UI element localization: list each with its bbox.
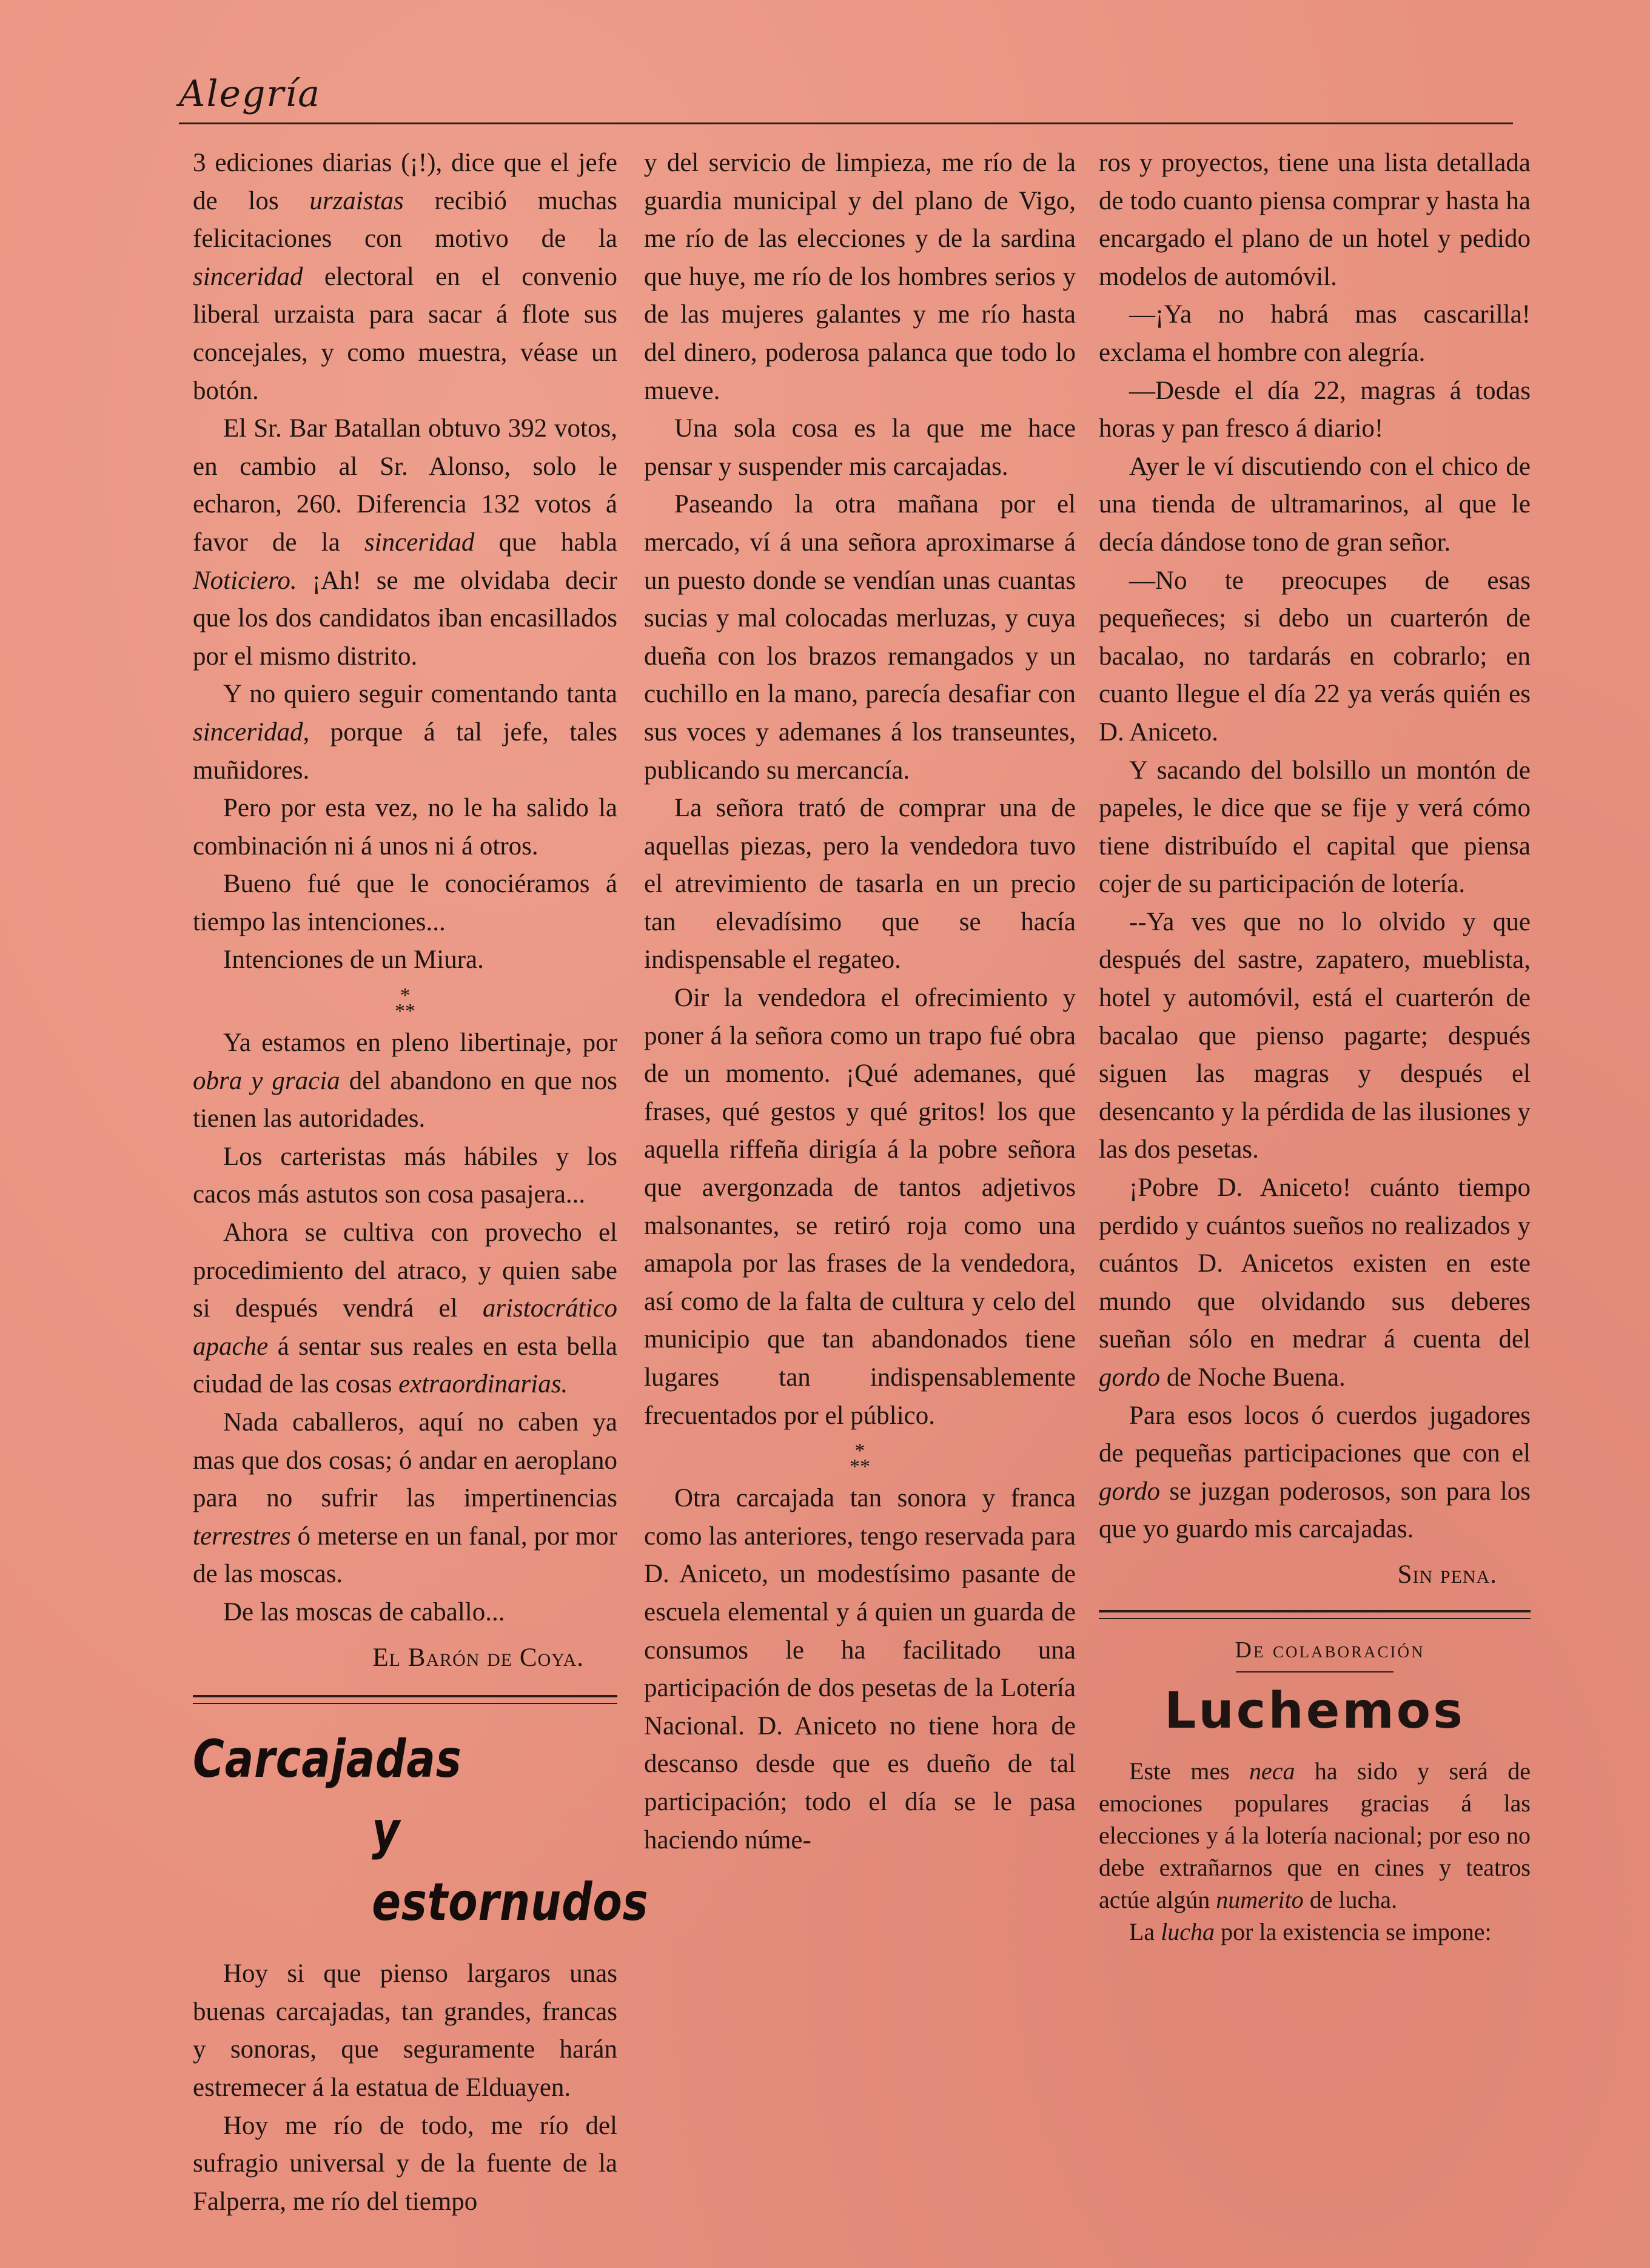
paragraph: Hoy me río de todo, me río del sufragio universal y de la fuente de la Falperra, me río del tiempo bbox=[193, 2111, 617, 2216]
paragraph: Pero por esta vez, no le ha salido la combinación ni á unos ni á otros. bbox=[193, 794, 617, 861]
article-signature: Sin pena. bbox=[1397, 1560, 1497, 1589]
paragraph: Los carteristas más hábiles y los cacos más astutos son cosa pasajera... bbox=[193, 1142, 617, 1209]
paragraph: La señora trató de comprar una de aquellas piezas, pero la vendedora tuvo el atrevimiento de tasarla en un precio tan elevadísimo que se hacía indispensable el regateo. bbox=[644, 794, 1076, 975]
paragraph: Otra carcajada tan sonora y franca como las anteriores, tengo reservada para D. Aniceto, un modestísimo pasante de escuela elemental y á quien un guarda de consumos le ha facilitado una participación de dos pesetas de la Lotería Nacional. D. Aniceto no tiene hora de descanso desde que es dueño de tal participación; todo el día se le pasa haciendo núme- bbox=[644, 1484, 1076, 1854]
paragraph: —¡Ya no habrá mas cascarilla! exclama el hombre con alegría. bbox=[1099, 300, 1531, 367]
column-1 bbox=[193, 144, 649, 2221]
paragraph: Para esos locos ó cuerdos jugadores de pequeñas participaciones que con el gordo se juzgan poderosos, son para los que yo guardo mis carcajadas. bbox=[1099, 1401, 1531, 1544]
article-headline: Luchemos bbox=[1164, 1682, 1465, 1740]
paragraph: El Sr. Bar Batallan obtuvo 392 votos, en cambio al Sr. Alonso, solo le echaron, 260. Diferencia 132 votos á favor de la sinceridad que habla Noticiero. ¡Ah! se me olvidaba decir que los dos candidatos iban encasillados por el mismo distrito. bbox=[193, 414, 618, 671]
column-2 bbox=[644, 144, 1076, 1859]
paragraph: Intenciones de un Miura. bbox=[223, 945, 484, 975]
paragraph: --Ya ves que no lo olvido y que después del sastre, zapatero, mueblista, hotel y automóvil, está el cuarterón de bacalao que pienso pagarte; después siguen las magras y después el desencanto y la pérdida de las ilusiones y las dos pesetas. bbox=[1099, 907, 1531, 1164]
paragraph: Y no quiero seguir comentando tanta sinceridad, porque á tal jefe, tales muñidores. bbox=[193, 680, 617, 785]
masthead-title: Alegría bbox=[179, 73, 321, 115]
paragraph: Ayer le ví discutiendo con el chico de una tienda de ultramarinos, al que le decía dándose tono de gran señor. bbox=[1099, 452, 1531, 557]
paragraph: Nada caballeros, aquí no caben ya mas que dos cosas; ó andar en aeroplano para no sufrir las impertinencias terrestres ó meterse en un fanal, por mor de las moscas. bbox=[193, 1408, 617, 1589]
paragraph: Este mes neca ha sido y será de emociones populares gracias á las elecciones y á la lotería nacional; por eso no debe extrañarnos que en cines y teatros actúe algún numerito de lucha. bbox=[1099, 1757, 1531, 1914]
paragraph: Oir la vendedora el ofrecimiento y poner á la señora como un trapo fué obra de un momento. ¡Qué ademanes, qué frases, qué gestos y qué gritos! los que aquella riffeña dirigía á la pobre señora que avergonzada de tantos adjetivos malsonantes, se retiró roja como una amapola por las frases de la vendedora, así como de la falta de cultura y celo del municipio que tan abandonados tiene lugares tan indispensablemente frecuentados por el público. bbox=[644, 984, 1076, 1430]
section-label: De colaboración bbox=[1235, 1637, 1425, 1663]
section-label-rule bbox=[1236, 1671, 1393, 1672]
paragraph: Bueno fué que le conociéramos á tiempo las intenciones... bbox=[193, 870, 617, 936]
paragraph: De las moscas de caballo... bbox=[223, 1597, 505, 1626]
article-divider bbox=[193, 1695, 617, 1704]
paragraph: Paseando la otra mañana por el mercado, ví á una señora aproximarse á un puesto donde se vendían unas cuantas sucias y mal colocadas merluzas, y cuya dueña con los brazos remangados y un cuchillo en la mano, parecía desafiar con sus voces y ademanes á los transeuntes, publicando su mercancía. bbox=[644, 490, 1076, 785]
headline-line-2: y estornudos bbox=[372, 1800, 649, 1933]
masthead-rule bbox=[179, 122, 1513, 124]
article-divider bbox=[1099, 1610, 1531, 1619]
column-3 bbox=[1099, 144, 1531, 1948]
paragraph: Ya estamos en pleno libertinaje, por obra y gracia del abandono en que nos tienen las autoridades. bbox=[193, 1028, 617, 1133]
section-separator-stars: * ** bbox=[850, 1440, 870, 1478]
paragraph: ros y proyectos, tiene una lista detallada de todo cuanto piensa comprar y hasta ha encargado el plano de un hotel y pedido modelos de automóvil. bbox=[1099, 149, 1531, 291]
headline-line-1: Carcajadas bbox=[193, 1729, 462, 1790]
paragraph: ¡Pobre D. Aniceto! cuánto tiempo perdido y cuántos sueños no realizados y cuántos D. Anicetos existen en este mundo que olvidando sus deberes sueñan sólo en medrar á cuenta del gordo de Noche Buena. bbox=[1099, 1173, 1531, 1392]
paragraph: —No te preocupes de esas pequeñeces; si debo un cuarterón de bacalao, no tardarás en cobrarlo; en cuanto llegue el día 22 ya verás quién es D. Aniceto. bbox=[1099, 566, 1531, 746]
paragraph: Una sola cosa es la que me hace pensar y suspender mis carcajadas. bbox=[644, 414, 1076, 481]
masthead bbox=[179, 73, 1513, 115]
article-body bbox=[1099, 1755, 1531, 1948]
paragraph: Hoy si que pienso largaros unas buenas carcajadas, tan grandes, francas y sonoras, que seguramente harán estremecer á la estatua de Elduayen. bbox=[193, 1959, 617, 2102]
paragraph: 3 ediciones diarias (¡!), dice que el jefe de los urzaistas recibió muchas felicitaciones con motivo de la sinceridad electoral en el convenio liberal urzaista para sacar á flote sus concejales, y como muestra, véase un botón. bbox=[193, 149, 617, 405]
article-signature: El Barón de Coya. bbox=[372, 1643, 584, 1672]
paragraph: y del servicio de limpieza, me río de la guardia municipal y del plano de Vigo, me río de las elecciones y de la sardina que huye, me río de los hombres serios y de las mujeres galantes y me río hasta del dinero, poderosa palanca que todo lo mueve. bbox=[644, 149, 1076, 405]
paragraph: —Desde el día 22, magras á todas horas y pan fresco á diario! bbox=[1099, 376, 1531, 443]
section-separator-stars: * ** bbox=[395, 984, 415, 1023]
paragraph: Ahora se cultiva con provecho el procedimiento del atraco, y quien sabe si después vendrá el aristocrático apache á sentar sus reales en esta bella ciudad de las cosas extraordinarias. bbox=[193, 1218, 617, 1399]
article-headline bbox=[193, 1723, 649, 1938]
paragraph: Y sacando del bolsillo un montón de papeles, le dice que se fije y verá cómo tiene distribuído el capital que piensa cojer de su participación de lotería. bbox=[1099, 756, 1531, 899]
paragraph: La lucha por la existencia se impone: bbox=[1129, 1918, 1492, 1946]
